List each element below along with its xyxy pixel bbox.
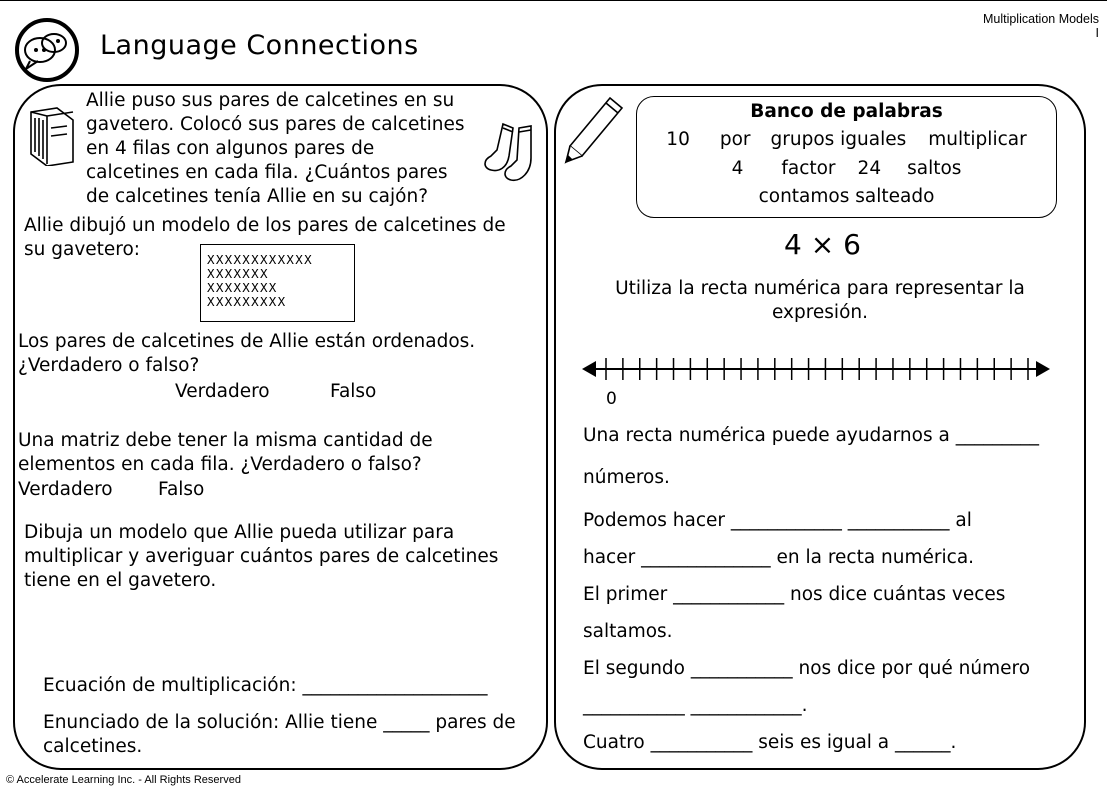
number-line[interactable] [580, 352, 1054, 386]
top-rule [0, 0, 1107, 1]
model-intro: Allie dibujó un modelo de los pares de calcetines de su gavetero: [24, 215, 506, 260]
word-bank-word: saltos [907, 158, 962, 179]
model-row: XXXXXXXX [207, 280, 278, 295]
fill-in-line-6: saltamos. [583, 621, 673, 642]
question-1: Los pares de calcetines de Allie están ordenados. ¿Verdadero o falso? [18, 331, 476, 376]
equation-line[interactable]: Ecuación de multiplicación: ____________________ [43, 675, 488, 696]
model-row: XXXXXXX [207, 266, 269, 281]
fill-in-line-8[interactable]: ___________ ____________. [583, 695, 808, 716]
expression: 4 × 6 [784, 228, 861, 261]
number-line-instruction: Utiliza la recta numérica para representar la expresión. [615, 278, 1025, 323]
sock-model-box [200, 244, 355, 322]
unit-header [983, 12, 1099, 40]
word-bank-word: multiplicar [928, 129, 1027, 150]
unit-level: I [1095, 26, 1099, 40]
word-bank-word: 10 [666, 129, 690, 150]
socks-icon [481, 120, 541, 188]
right-arrow-icon [1036, 361, 1050, 377]
word-bank-row-1 [637, 129, 1056, 150]
pencil-icon [562, 94, 626, 166]
fill-in-line-3[interactable]: Podemos hacer ____________ ___________ al [583, 510, 972, 531]
model-row: XXXXXXXXXXXX [207, 252, 313, 267]
question-3: Dibuja un modelo que Allie pueda utilizar para multiplicar y averiguar cuántos pares de calcetines tiene en el gavetero. [24, 522, 499, 591]
fill-in-line-1[interactable]: Una recta numérica puede ayudarnos a _________ [583, 425, 1039, 446]
word-bank-title: Banco de palabras [750, 101, 943, 122]
fill-in-line-7[interactable]: El segundo ___________ nos dice por qué número [583, 658, 1031, 679]
question-2: Una matriz debe tener la misma cantidad de elementos en cada fila. ¿Verdadero o falso? [18, 430, 433, 475]
q2-true-option[interactable]: Verdadero [18, 479, 113, 500]
fill-in-line-2: números. [583, 467, 670, 488]
word-bank-row-3: contamos salteado [758, 186, 935, 207]
page-title: Language Connections [100, 30, 419, 61]
copyright-footer: © Accelerate Learning Inc. - All Rights Reserved [6, 774, 241, 786]
book-icon [27, 104, 77, 166]
q2-false-option[interactable]: Falso [158, 479, 205, 500]
solution-sentence[interactable]: Enunciado de la solución: Allie tiene _____ pares de calcetines. [43, 712, 516, 757]
word-bank-word: 4 [731, 158, 744, 179]
word-bank-word: grupos iguales [770, 129, 907, 150]
problem-text: Allie puso sus pares de calcetines en su gavetero. Colocó sus pares de calcetines en 4 filas con algunos pares de calcetines en cada fila. ¿Cuántos pares de calcetines tenía Allie en su cajón? [86, 90, 465, 207]
fill-in-line-4[interactable]: hacer ______________ en la recta numérica. [583, 547, 975, 568]
q1-true-option[interactable]: Verdadero [175, 381, 270, 402]
word-bank-row-2 [637, 158, 1056, 179]
fill-in-line-9[interactable]: Cuatro ___________ seis es igual a ______. [583, 732, 957, 753]
word-bank-word: por [719, 129, 751, 150]
model-row: XXXXXXXXX [207, 294, 287, 309]
word-bank-word: 24 [857, 158, 882, 179]
number-line-zero-label: 0 [606, 389, 617, 409]
word-bank-word: factor [781, 158, 836, 179]
word-bank [636, 96, 1057, 218]
left-arrow-icon [582, 361, 596, 377]
unit-name: Multiplication Models [982, 12, 1099, 26]
fill-in-line-5[interactable]: El primer ____________ nos dice cuántas veces [583, 584, 1006, 605]
q1-false-option[interactable]: Falso [330, 381, 377, 402]
language-connections-logo-icon [14, 17, 80, 83]
